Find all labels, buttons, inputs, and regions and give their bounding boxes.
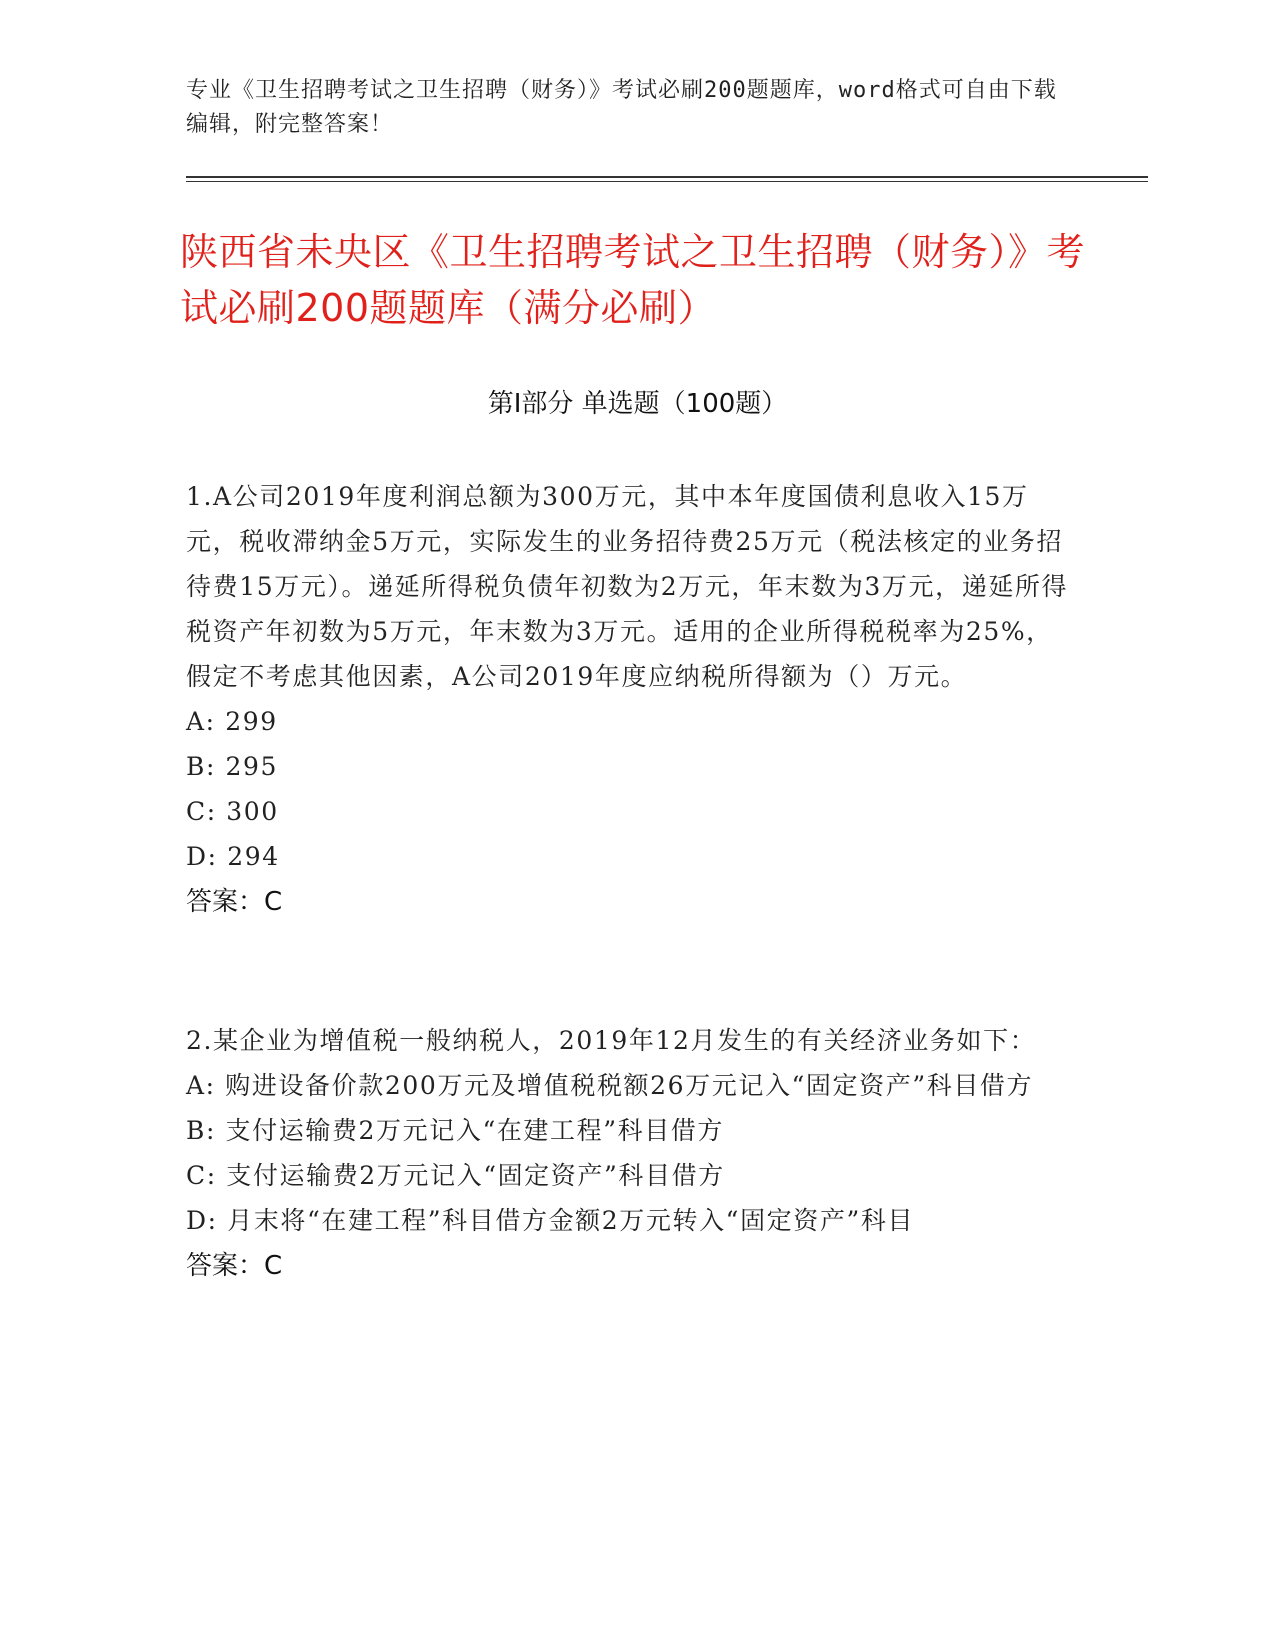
header-rule-thin (186, 181, 1148, 182)
question-2 (186, 1018, 1071, 1289)
question-stem: 2.某企业为增值税一般纳税人，2019年12月发生的有关经济业务如下： (186, 1026, 1037, 1055)
header-rule-thick (186, 176, 1148, 178)
question-stem: 1.A公司2019年度利润总额为300万元，其中本年度国债利息收入15万元，税收滞纳金5万元，实际发生的业务招待费25万元（税法核定的业务招待费15万元）。递延所得税负债年初数为2万元，年末数为3万元，递延所得税资产年初数为5万元，年末数为3万元。适用的企业所得税税率为25%，假定不考虑其他因素，A公司2019年度应纳税所得额为（）万元。 (186, 482, 1069, 691)
answer: 答案：C (186, 1251, 283, 1281)
option-a: A: 299 (186, 707, 278, 736)
header-note: 专业《卫生招聘考试之卫生招聘（财务）》考试必刷200题题库，word格式可自由下载编辑，附完整答案！ (186, 78, 1057, 137)
answer: 答案：C (186, 887, 283, 917)
option-c: C: 支付运输费2万元记入“固定资产”科目借方 (186, 1161, 725, 1190)
document-title: 陕西省未央区《卫生招聘考试之卫生招聘（财务）》考试必刷200题题库（满分必刷） (180, 230, 1086, 330)
option-b: B: 支付运输费2万元记入“在建工程”科目借方 (186, 1116, 725, 1145)
option-a: A: 购进设备价款200万元及增值税税额26万元记入“固定资产”科目借方 (186, 1071, 1034, 1100)
option-d: D: 月末将“在建工程”科目借方金额2万元转入“固定资产”科目 (186, 1206, 915, 1235)
section-heading: 第Ⅰ部分 单选题（100题） (487, 389, 788, 419)
option-d: D: 294 (186, 842, 280, 871)
option-b: B: 295 (186, 752, 279, 781)
option-c: C: 300 (186, 797, 279, 826)
question-1 (186, 474, 1071, 925)
